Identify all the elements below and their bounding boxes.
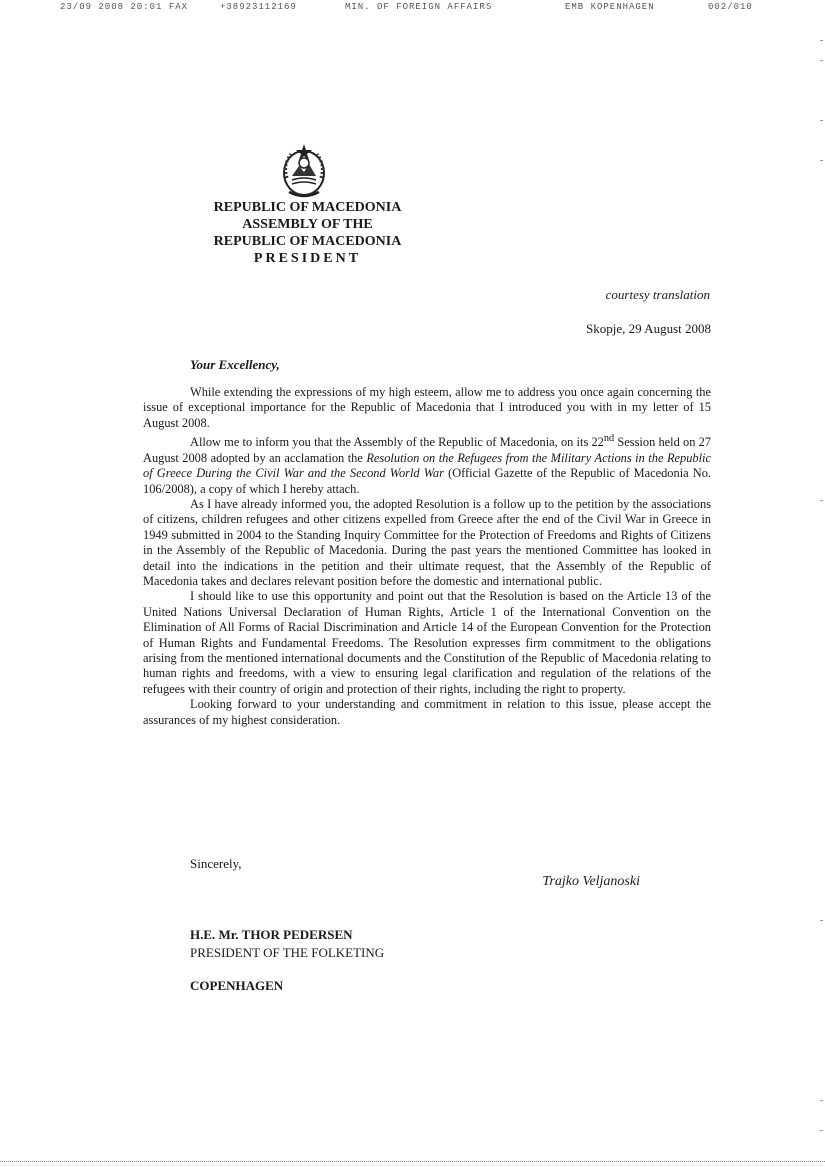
fax-sender: MIN. OF FOREIGN AFFAIRS — [345, 2, 493, 12]
paragraph-1: While extending the expressions of my high esteem, allow me to address you once again concerning the issue of exceptional importance for the Republic of Macedonia that I introduced you with in my letter of 15 August 2008. — [143, 385, 711, 430]
paragraph-4: I should like to use this opportunity and point out that the Resolution is based on the Article 13 of the United Nations Universal Declaration of Human Rights, Article 1 of the International Convention on the Elimination of All Forms of Racial Discrimination and Article 14 of the European Convention for the Protection of Human Rights and Fundamental Freedoms. The Resolution expresses firm commitment to the obligations arising from the mentioned international documents and the Constitution of the Republic of Macedonia relating to human rights and freedoms, with a view to ensuring legal clarification and regulation of the relations of the refugees with their country of origin and protection of their rights, including the right to property. — [143, 589, 711, 696]
scan-bottom-edge — [0, 1161, 825, 1163]
fax-page-count: 002/010 — [708, 2, 753, 12]
paragraph-3: As I have already informed you, the adopted Resolution is a follow up to the petition by the associations of citizens, children refugees and other citizens expelled from Greece after the end of the Civil War in Greece in 1949 submitted in 2004 to the Standing Inquiry Committee for the Protection of Freedoms and Rights of Citizens in the Assembly of the Republic of Macedonia. During the past years the mentioned Committee has looked in detail into the indications in the petition and their ultimate request, that the Assembly of the Republic of Macedonia takes and declares relevant position before the domestic and international public. — [143, 496, 711, 588]
closing: Sincerely, — [190, 856, 242, 871]
place-and-date: Skopje, 29 August 2008 — [586, 321, 711, 336]
recipient-block — [190, 926, 384, 962]
letterhead — [190, 199, 425, 267]
coat-of-arms-icon — [277, 142, 331, 200]
paragraph-2-part-b: Session held on 27 August 2008 adopted by an acclamation the — [143, 435, 711, 465]
recipient-name: H.E. Mr. THOR PEDERSEN — [190, 927, 353, 942]
paragraph-5: Looking forward to your understanding and commitment in relation to this issue, please accept the assurances of my highest consideration. — [143, 697, 711, 727]
ordinal-suffix: nd — [603, 433, 615, 445]
scan-edge-marks — [819, 0, 823, 1167]
resolution-title: Resolution on the Refugees from the Military Actions in the Republic of Greece During the Civil War and the Second World War — [143, 450, 711, 481]
letter-body — [143, 385, 711, 728]
fax-number: +38923112169 — [220, 2, 297, 12]
courtesy-translation-note: courtesy translation — [605, 287, 710, 302]
paragraph-2-part-c: (Official Gazette of the Republic of Macedonia No. 106/2008), a copy of which I hereby attach. — [143, 466, 711, 496]
paragraph-2 — [143, 431, 711, 497]
letterhead-assembly: ASSEMBLY OF THE — [242, 217, 373, 232]
signatory-name: Trajko Veljanoski — [542, 874, 640, 889]
fax-recipient: EMB KOPENHAGEN — [565, 2, 655, 12]
letterhead-republic-2: REPUBLIC OF MACEDONIA — [213, 234, 402, 249]
fax-transmission-header — [60, 2, 760, 16]
fax-date-time: 23/09 2008 20:01 FAX — [60, 2, 189, 12]
paragraph-2-part-a: Allow me to inform you that the Assembly of the Republic of Macedonia, on its 22 — [190, 435, 604, 450]
letterhead-republic: REPUBLIC OF MACEDONIA — [213, 200, 402, 215]
salutation: Your Excellency, — [190, 357, 280, 372]
letterhead-president: PRESIDENT — [253, 251, 362, 266]
recipient-title: PRESIDENT OF THE FOLKETING — [190, 945, 385, 960]
recipient-city: COPENHAGEN — [190, 978, 284, 993]
